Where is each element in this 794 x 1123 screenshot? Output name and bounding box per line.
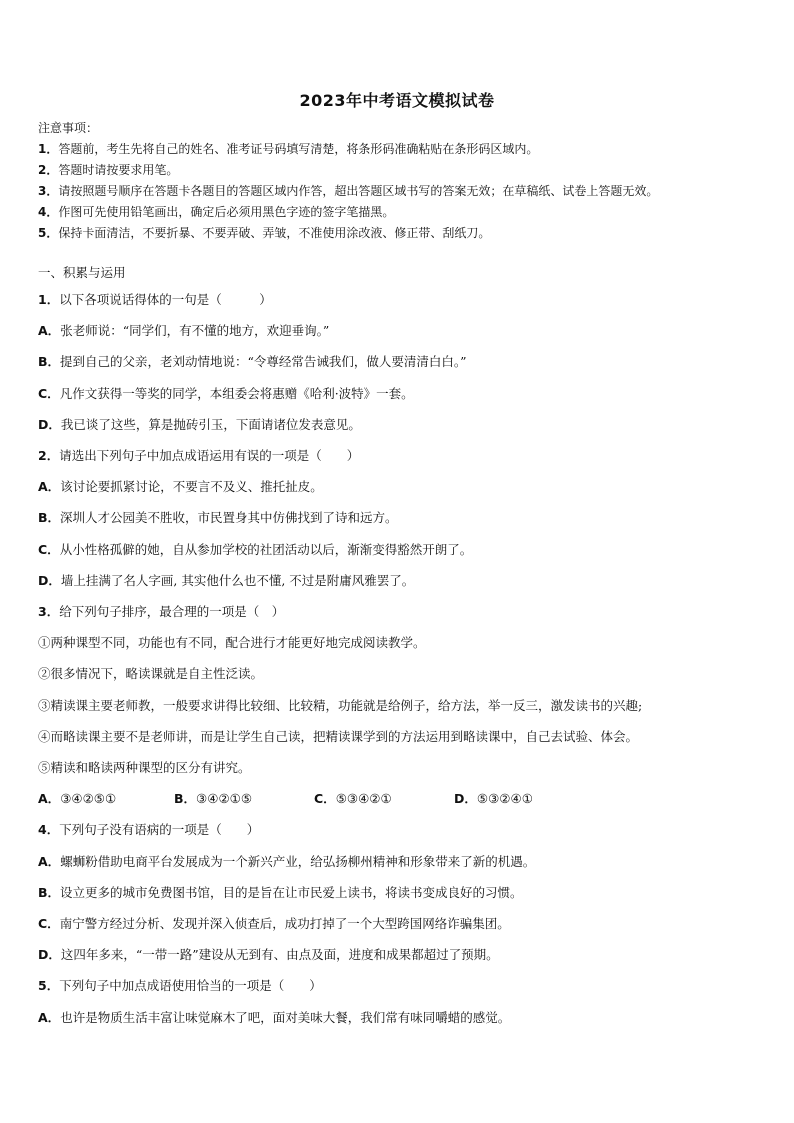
question-option: C．凡作文获得一等奖的同学，本组委会将惠赠《哈利·波特》一套。 [38,385,414,401]
question-option: B．深圳人才公园美不胜收，市民置身其中仿佛找到了诗和远方。 [38,510,398,526]
question-option: B．提到自己的父亲，老刘动情地说：“令尊经常告诫我们，做人要清清白白。” [38,354,467,370]
ordering-sentence: ⑤精读和略读两种课型的区分有讲究。 [38,760,251,776]
question-stem: 1．以下各项说话得体的一句是（ ） [38,292,272,307]
ordering-sentence: ②很多情况下，略读课就是自主性泛读。 [38,666,264,682]
notice-item: 5．保持卡面清洁，不要折暴、不要弄破、弄皱，不准使用涂改液、修正带、刮纸刀。 [38,226,491,240]
ordering-sentence: ③精读课主要老师教，一般要求讲得比较细、比较精，功能就是给例子，给方法，举一反三，激发读书的兴趣; [38,697,643,713]
question-stem: 4．下列句子没有语病的一项是（ ） [38,822,260,838]
ordering-sentence: ④而略读课主要不是老师讲，而是让学生自己读，把精读课学到的方法运用到略读课中，自己去试验、体会。 [38,728,639,744]
question-stem: 5．下列句子中加点成语使用恰当的一项是（ ） [38,978,322,994]
question-option: A．也许是物质生活丰富让味觉麻木了吧，面对美味大餐，我们常有味同嚼蜡的感觉。 [38,1009,511,1025]
question-option: A．该讨论要抓紧讨论，不要言不及义、推托扯皮。 [38,479,323,495]
question-option: A．③④②⑤① [38,791,117,807]
notice-item: 4．作图可先使用铅笔画出，确定后必须用黑色字迹的签字笔描黑。 [38,205,395,219]
question-option: D．⑤③②④① [454,791,533,807]
question-option: C．南宁警方经过分析、发现并深入侦查后，成功打掉了一个大型跨国网络诈骗集团。 [38,916,510,932]
notice-heading: 注意事项： [38,121,99,135]
page-title: 2023年中考语文模拟试卷 [299,91,495,110]
section-heading: 一、积累与运用 [38,265,126,280]
inline-options [38,783,768,814]
question-stem: 2．请选出下列句子中加点成语运用有误的一项是（ ） [38,448,360,464]
question-option: A．螺蛳粉借助电商平台发展成为一个新兴产业，给弘扬柳州精神和形象带来了新的机遇。 [38,853,536,869]
question-option: D．我已谈了这些，算是抛砖引玉，下面请诸位发表意见。 [38,416,361,432]
question-option: C．⑤③④②① [314,791,392,807]
ordering-sentence: ①两种课型不同，功能也有不同，配合进行才能更好地完成阅读教学。 [38,635,426,651]
question-option: B．③④②①⑤ [174,791,253,807]
notice-item: 3．请按照题号顺序在答题卡各题目的答题区域内作答，超出答题区域书写的答案无效；在草稿纸、试卷上答题无效。 [38,184,659,198]
question-option: A．张老师说：“同学们，有不懂的地方，欢迎垂询。” [38,323,330,339]
question-option: D．这四年多来，“一带一路”建设从无到有、由点及面，进度和成果都超过了预期。 [38,947,499,963]
question-stem: 3．给下列句子排序，最合理的一项是（ ） [38,604,285,620]
question-body [38,262,768,1033]
question-option: B．设立更多的城市免费图书馆，目的是旨在让市民爱上读书，将读书变成良好的习惯。 [38,884,523,900]
notice-item: 1．答题前，考生先将自己的姓名、准考证号码填写清楚，将条形码准确粘贴在条形码区域内。 [38,142,539,156]
notice-item: 2．答题时请按要求用笔。 [38,163,179,177]
question-option: D．墙上挂满了名人字画, 其实他什么也不懂, 不过是附庸风雅罢了。 [38,572,415,588]
notice-block [38,118,768,244]
question-option: C．从小性格孤僻的她，自从参加学校的社团活动以后，渐渐变得豁然开朗了。 [38,541,473,557]
